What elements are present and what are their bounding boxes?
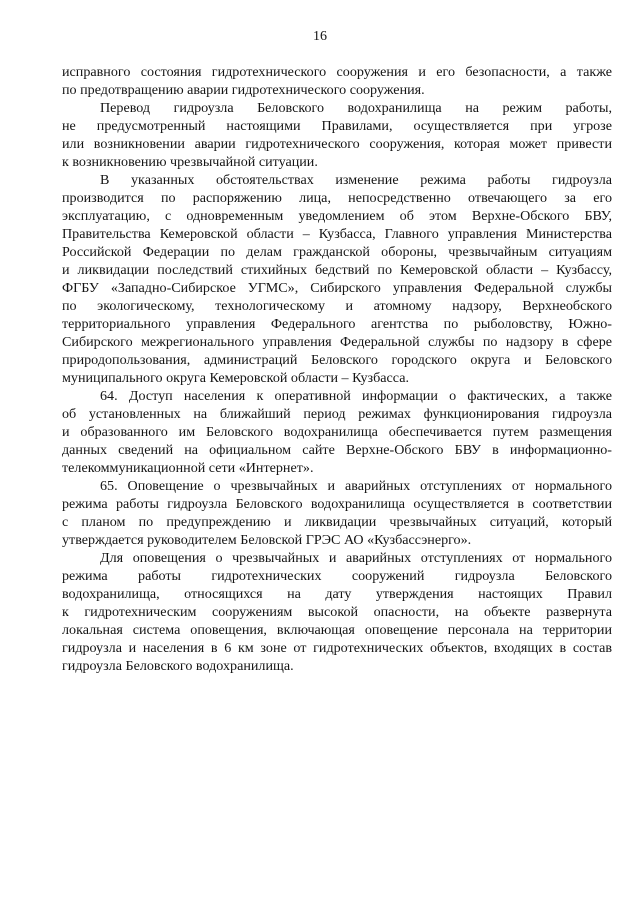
text-line: Российской Федерации по делам гражданской обороны, чрезвычайным ситуациям [62,244,612,260]
text-line: природопользования, администраций Беловского городского округа и Беловского [62,352,612,368]
text-line: Сибирского межрегионального управления Федеральной службы по надзору в сфере [62,334,612,350]
numbered-item-65: 65. Оповещение о чрезвычайных и аварийных отступлениях от нормального [100,478,612,494]
text-line: производится по распоряжению лица, непосредственно отвечающего за его [62,190,612,206]
text-line: не предусмотренный настоящими Правилами, осуществляется при угрозе [62,118,612,134]
text-line: Правительства Кемеровской области – Кузбасса, Главного управления Министерства [62,226,612,242]
paragraph-first-line: Перевод гидроузла Беловского водохранилища на режим работы, [100,100,612,116]
text-line: утверждается руководителем Беловской ГРЭС АО «Кузбассэнерго». [62,532,472,548]
text-line: по экологическому, технологическому и атомному надзору, Верхнеобского [62,298,612,314]
text-line: локальная система оповещения, включающая оповещение персонала на территории [62,622,612,638]
text-line: к возникновению чрезвычайной ситуации. [62,154,318,170]
text-line: и образованного им Беловского водохранилища обеспечивается путем размещения [62,424,612,440]
text-line: ФГБУ «Западно-Сибирское УГМС», Сибирского управления Федеральной службы [62,280,612,296]
text-line: гидроузла и населения в 6 км зоне от гидротехнических объектов, входящих в состав [62,640,612,656]
text-line: территориального управления Федерального агентства по рыболовству, Южно- [62,316,612,332]
numbered-item-64: 64. Доступ населения к оперативной информации о фактических, а также [100,388,612,404]
text-line: или возникновении аварии гидротехнического сооружения, которая может привести [62,136,612,152]
text-line: режима работы гидротехнических сооружений гидроузла Беловского [62,568,612,584]
page-number: 16 [313,29,327,44]
text-line: телекоммуникационной сети «Интернет». [62,460,314,476]
text-line: и ликвидации последствий стихийных бедствий по Кемеровской области – Кузбассу, [62,262,612,278]
text-line: данных сведений на официальном сайте Верхне-Обского БВУ в информационно- [62,442,612,458]
text-line: водохранилища, относящихся на дату утверждения настоящих Правил [62,586,612,602]
text-line: эксплуатацию, с одновременным уведомлением об этом Верхне-Обского БВУ, [62,208,612,224]
text-line: гидроузла Беловского водохранилища. [62,658,294,674]
text-line: муниципального округа Кемеровской области – Кузбасса. [62,370,409,386]
paragraph-first-line: В указанных обстоятельствах изменение режима работы гидроузла [100,172,612,188]
text-line: по предотвращению аварии гидротехнического сооружения. [62,82,425,98]
text-line: исправного состояния гидротехнического сооружения и его безопасности, а также [62,64,612,80]
text-line: режима работы гидроузла Беловского водохранилища осуществляется в соответствии [62,496,612,512]
text-line: об установленных на ближайший период режимах функционирования гидроузла [62,406,612,422]
text-line: к гидротехническим сооружениям высокой опасности, на объекте развернута [62,604,612,620]
text-line: с планом по предупреждению и ликвидации чрезвычайных ситуаций, который [62,514,612,530]
paragraph-first-line: Для оповещения о чрезвычайных и аварийных отступлениях от нормального [100,550,612,566]
